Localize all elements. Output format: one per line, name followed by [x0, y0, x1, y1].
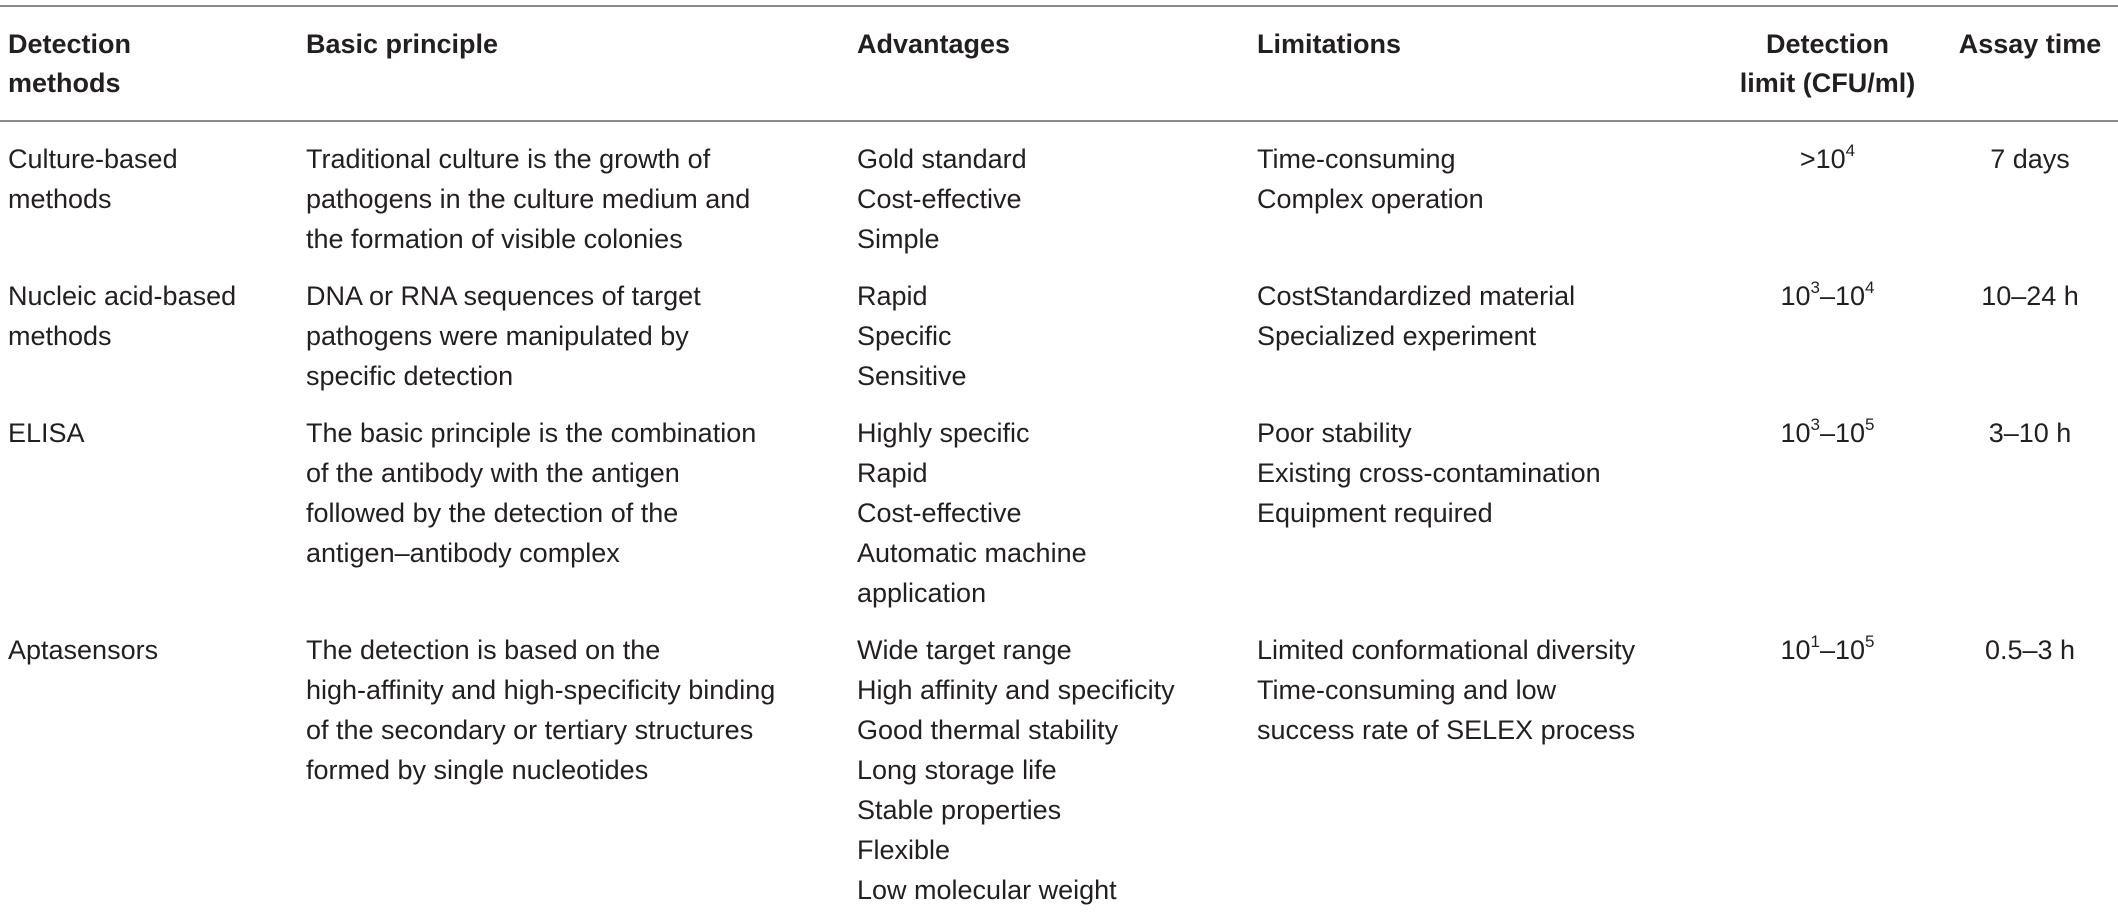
table-row [0, 262, 2118, 399]
cell-principle: The basic principle is the combination of the antibody with the antigen followed by the detection of the antigen–antibody complex [306, 418, 757, 568]
table-row [0, 399, 2118, 616]
cell-advantages: Highly specific Rapid Cost-effective Automatic machine application [857, 418, 1087, 608]
cell-principle: Traditional culture is the growth of pathogens in the culture medium and the formation of visible colonies [306, 144, 751, 254]
cell-assay-time: 7 days [1990, 144, 2070, 174]
table-row [0, 121, 2118, 262]
cell-detection-limit [1713, 616, 1942, 913]
cell-limitations: Poor stability Existing cross-contamination Equipment required [1257, 418, 1601, 528]
cell-advantages: Gold standard Cost-effective Simple [857, 144, 1027, 254]
comparison-table-container [0, 5, 2118, 913]
detection-limit-value: $>10^4$ [1799, 141, 1856, 174]
cell-advantages: Rapid Specific Sensitive [857, 281, 967, 391]
cell-method: Culture-based methods [8, 144, 178, 214]
cell-limitations: Time-consuming Complex operation [1257, 144, 1484, 214]
header-advantages: Advantages [857, 29, 1011, 59]
table-row [0, 616, 2118, 913]
header-assay-time: Assay time [1958, 29, 2102, 59]
cell-limitations: Limited conformational diversity Time-consuming and low success rate of SELEX process [1257, 635, 1636, 745]
header-detection-limit: Detection limit (CFU/ml) [1739, 29, 1916, 98]
cell-advantages: Wide target range High affinity and specificity Good thermal stability Long storage life Stable properties Flexible Low molecular weight [857, 635, 1175, 905]
cell-principle: DNA or RNA sequences of target pathogens were manipulated by specific detection [306, 281, 701, 391]
cell-assay-time: 3–10 h [1988, 418, 2072, 448]
detection-limit-value: $10^3-10^5$ [1780, 415, 1875, 448]
cell-assay-time: 10–24 h [1981, 281, 2079, 311]
detection-limit-value: $10^1-10^5$ [1780, 632, 1875, 665]
header-basic-principle: Basic principle [306, 29, 499, 59]
cell-assay-time: 0.5–3 h [1984, 635, 2076, 665]
cell-method: Aptasensors [8, 635, 159, 665]
cell-limitations: CostStandardized material Specialized experiment [1257, 281, 1576, 351]
cell-method: ELISA [8, 418, 85, 448]
cell-detection-limit [1713, 262, 1942, 399]
cell-principle: The detection is based on the high-affinity and high-specificity binding of the secondary or tertiary structures formed by single nucleotides [306, 635, 776, 785]
detection-methods-table [0, 5, 2118, 913]
table-header-row [0, 6, 2118, 121]
detection-limit-value: $10^3-10^4$ [1780, 278, 1875, 311]
cell-detection-limit [1713, 399, 1942, 616]
header-detection-methods: Detection methods [8, 29, 132, 98]
cell-detection-limit [1713, 121, 1942, 262]
header-limitations: Limitations [1257, 29, 1402, 59]
table-body [0, 121, 2118, 913]
cell-method: Nucleic acid-based methods [8, 281, 237, 351]
